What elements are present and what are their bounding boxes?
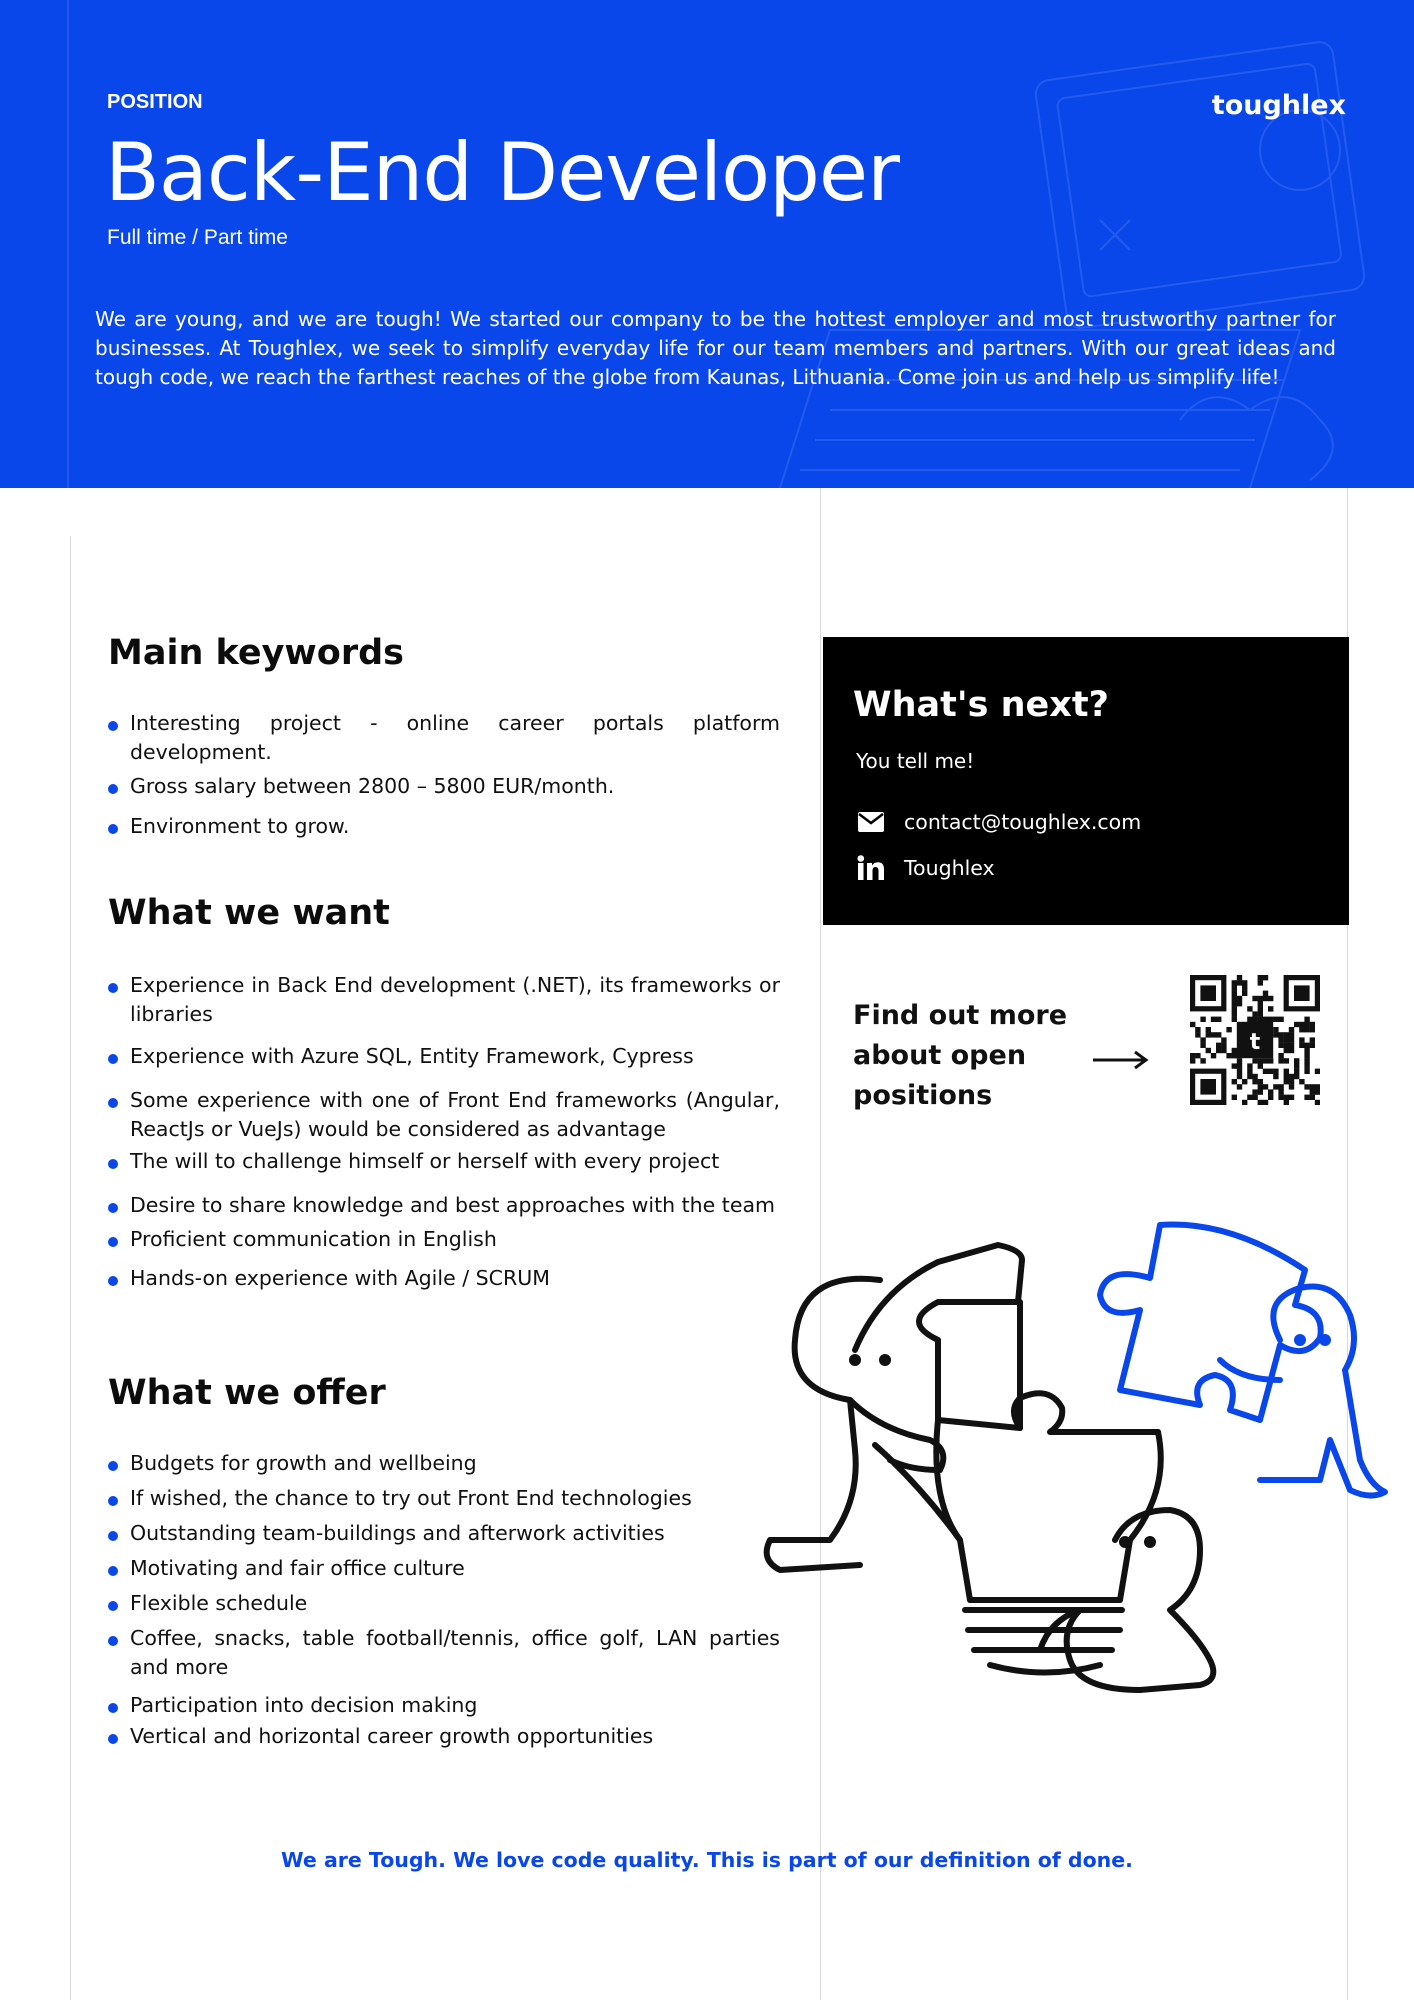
header-banner bbox=[0, 0, 1414, 488]
list-item: Some experience with one of Front End frameworks (Angular, ReactJs or VueJs) would be considered as advantage bbox=[108, 1086, 780, 1144]
bullet-icon bbox=[108, 1703, 118, 1713]
bullet-icon bbox=[108, 1054, 118, 1064]
bullet-icon bbox=[108, 1531, 118, 1541]
bullet-icon bbox=[108, 1461, 118, 1471]
divider-line-left bbox=[70, 536, 71, 2000]
list-item: Desire to share knowledge and best approaches with the team bbox=[108, 1191, 780, 1220]
envelope-icon bbox=[856, 807, 886, 837]
list-item: The will to challenge himself or herself with every project bbox=[108, 1147, 780, 1176]
contact-linkedin-row[interactable] bbox=[856, 853, 995, 883]
bullet-icon bbox=[108, 1203, 118, 1213]
list-item: Interesting project - online career portals platform development. bbox=[108, 709, 780, 767]
bullet-icon bbox=[108, 983, 118, 993]
bullet-icon bbox=[108, 1159, 118, 1169]
job-title: Back-End Developer bbox=[105, 126, 899, 219]
linkedin-icon bbox=[856, 853, 886, 883]
list-item: Coffee, snacks, table football/tennis, office golf, LAN parties and more bbox=[108, 1624, 780, 1682]
section-title-main-keywords: Main keywords bbox=[108, 633, 404, 673]
list-item: If wished, the chance to try out Front End technologies bbox=[108, 1484, 780, 1513]
bullet-icon bbox=[108, 1601, 118, 1611]
whats-next-subtitle: You tell me! bbox=[856, 749, 975, 773]
contact-email[interactable]: contact@toughlex.com bbox=[904, 810, 1142, 834]
brand-logo: toughlex bbox=[1211, 90, 1346, 121]
list-item: Experience with Azure SQL, Entity Framework, Cypress bbox=[108, 1042, 780, 1071]
list-item: Environment to grow. bbox=[108, 812, 780, 841]
list-item: Proficient communication in English bbox=[108, 1225, 780, 1254]
bullet-icon bbox=[108, 1566, 118, 1576]
list-item: Experience in Back End development (.NET), its frameworks or libraries bbox=[108, 971, 780, 1029]
bullet-icon bbox=[108, 1636, 118, 1646]
bullet-icon bbox=[108, 824, 118, 834]
intro-paragraph: We are young, and we are tough! We started our company to be the hottest employer and most trustworthy partner for businesses. At Toughlex, we seek to simplify everyday life for our team members and partners. With our great ideas and tough code, we reach the farthest reaches of the globe from Kaunas, Lithuania. Come join us and help us simplify life! bbox=[95, 307, 1336, 389]
list-item: Motivating and fair office culture bbox=[108, 1554, 780, 1583]
bullet-icon bbox=[108, 1734, 118, 1744]
find-more-text: Find out more about open positions bbox=[853, 1000, 1068, 1111]
bullet-icon bbox=[108, 784, 118, 794]
bullet-icon bbox=[108, 1098, 118, 1108]
qr-code[interactable] bbox=[1190, 975, 1320, 1105]
qr-logo-letter: t bbox=[1249, 1029, 1261, 1055]
puzzle-team-illustration bbox=[760, 1210, 1390, 1750]
bullet-icon bbox=[108, 1276, 118, 1286]
whats-next-box bbox=[823, 637, 1349, 925]
contact-linkedin[interactable]: Toughlex bbox=[904, 856, 995, 880]
contact-email-row[interactable] bbox=[856, 807, 1141, 837]
what-we-want-list bbox=[108, 971, 780, 1293]
list-item: Outstanding team-buildings and afterwork activities bbox=[108, 1519, 780, 1548]
bullet-icon bbox=[108, 1237, 118, 1247]
section-title-what-we-offer: What we offer bbox=[108, 1373, 386, 1413]
bullet-icon bbox=[108, 1496, 118, 1506]
employment-type: Full time / Part time bbox=[107, 226, 288, 249]
whats-next-title: What's next? bbox=[853, 685, 1109, 725]
section-title-what-we-want: What we want bbox=[108, 893, 390, 933]
list-item: Budgets for growth and wellbeing bbox=[108, 1449, 780, 1478]
list-item: Flexible schedule bbox=[108, 1589, 780, 1618]
list-item: Vertical and horizontal career growth opportunities bbox=[108, 1722, 780, 1751]
bullet-icon bbox=[108, 721, 118, 731]
what-we-offer-list bbox=[108, 1449, 780, 1751]
position-label: POSITION bbox=[107, 91, 203, 113]
main-keywords-list bbox=[108, 709, 780, 841]
list-item: Gross salary between 2800 – 5800 EUR/month. bbox=[108, 772, 780, 801]
list-item: Participation into decision making bbox=[108, 1691, 780, 1720]
arrow-right-icon bbox=[1093, 1050, 1149, 1070]
list-item: Hands-on experience with Agile / SCRUM bbox=[108, 1264, 780, 1293]
footer-tagline: We are Tough. We love code quality. This is part of our definition of done. bbox=[281, 1848, 1133, 1872]
